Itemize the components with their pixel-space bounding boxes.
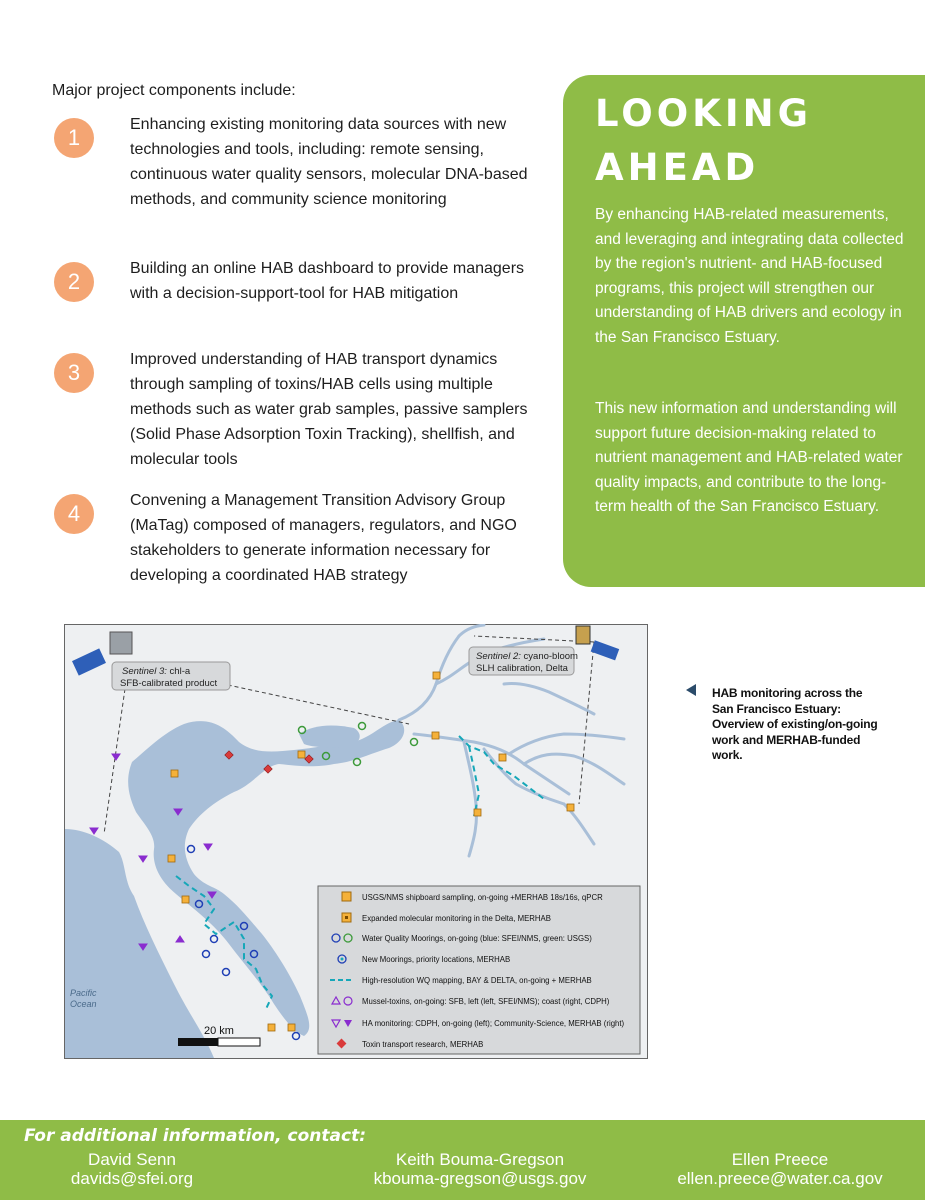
caption-pointer-icon	[686, 684, 696, 696]
component-text: Convening a Management Transition Advisory Group (MaTag) composed of managers, regulators, and NGO stakeholders to generate information necessary for developing a coordinated HAB strategy	[130, 492, 517, 584]
sentinel3-value: chl-a	[169, 666, 191, 677]
number-badge: 3	[54, 353, 94, 393]
estuary-map	[64, 624, 648, 1059]
component-item	[52, 488, 532, 588]
looking-ahead-panel	[563, 75, 925, 587]
svg-text:Sentinel 3: chl-a	[122, 666, 191, 677]
legend-box	[318, 886, 640, 1054]
footer	[0, 1120, 925, 1200]
ocean-label-2: Ocean	[70, 999, 97, 1009]
number-badge: 1	[54, 118, 94, 158]
legend-entry: New Moorings, priority locations, MERHAB	[362, 955, 511, 964]
legend-entry: HA monitoring: CDPH, on-going (left); Community-Science, MERHAB (right)	[362, 1019, 625, 1028]
number-badge: 4	[54, 494, 94, 534]
contact-name: Keith Bouma-Gregson	[395, 1150, 565, 1169]
component-item	[52, 112, 532, 212]
contact-email[interactable]: davids@sfei.org	[70, 1169, 194, 1188]
title-line-1: LOOKING	[595, 92, 812, 135]
panel-paragraph-2: This new information and understanding will support future decision-making related to nutrient management and HAB-related water quality impacts, and contribute to the long-term health of the San Francisco Estuary.	[595, 400, 903, 515]
contact-email[interactable]: ellen.preece@water.ca.gov	[677, 1169, 883, 1188]
contact-email[interactable]: kbouma-gregson@usgs.gov	[373, 1169, 587, 1188]
component-text: Building an online HAB dashboard to provide managers with a decision-support-tool for HAB mitigation	[130, 260, 525, 302]
contact-1	[52, 1150, 212, 1188]
legend-entry: USGS/NMS shipboard sampling, on-going +MERHAB 18s/16s, qPCR	[362, 893, 603, 902]
sentinel2-label: Sentinel 2:	[476, 651, 521, 662]
ocean-label-1: Pacific	[70, 988, 97, 998]
legend-entry: Water Quality Moorings, on-going (blue: SFEI/NMS, green: USGS)	[362, 934, 592, 943]
scale-label: 20 km	[204, 1025, 234, 1037]
scale-bar-dark	[178, 1038, 218, 1046]
legend-entry: High-resolution WQ mapping, BAY & DELTA, on-going + MERHAB	[362, 976, 592, 985]
legend-entry: Toxin transport research, MERHAB	[362, 1040, 484, 1049]
panel-title	[595, 87, 812, 195]
legend-entry: Mussel-toxins, on-going: SFB, left (left, SFEI/NMS); coast (right, CDPH)	[362, 997, 610, 1006]
sentinel3-label: Sentinel 3:	[122, 666, 167, 677]
title-line-2: AHEAD	[595, 146, 760, 189]
component-text: Improved understanding of HAB transport dynamics through sampling of toxins/HAB cells using multiple methods such as water grab samples, passive samplers (Solid Phase Adsorption Toxin Tracking), shellfish, and molecular tools	[130, 351, 528, 468]
sentinel3-line2: SFB-calibrated product	[120, 678, 218, 689]
component-item	[52, 347, 532, 472]
scale-bar-light	[218, 1038, 260, 1046]
component-item	[52, 256, 532, 306]
panel-paragraph-1: By enhancing HAB-related measurements, and leveraging and integrating data collected by the region's nutrient- and HAB-focused programs, this project will strengthen our understanding of HAB drivers and ecology in the San Francisco Estuary.	[595, 206, 904, 346]
contact-name: Ellen Preece	[731, 1150, 829, 1169]
component-text: Enhancing existing monitoring data sources with new technologies and tools, including: remote sensing, continuous water quality sensors, molecular DNA-based methods, and community science monitoring	[130, 116, 528, 208]
sentinel2-line2: SLH calibration, Delta	[476, 663, 568, 674]
footer-heading: For additional information, contact:	[24, 1126, 367, 1146]
number-badge: 2	[54, 262, 94, 302]
contact-3	[655, 1150, 905, 1188]
svg-text:Sentinel 2: cyano-bloom	[476, 651, 578, 662]
intro-text: Major project components include:	[52, 82, 296, 99]
contact-name: David Senn	[88, 1150, 176, 1169]
legend-entry: Expanded molecular monitoring in the Delta, MERHAB	[362, 914, 551, 923]
figure-caption: HAB monitoring across the San Francisco Estuary: Overview of existing/on-going work and MERHAB-funded work.	[712, 686, 878, 762]
contact-2	[360, 1150, 600, 1188]
sentinel2-value: cyano-bloom	[523, 651, 578, 662]
